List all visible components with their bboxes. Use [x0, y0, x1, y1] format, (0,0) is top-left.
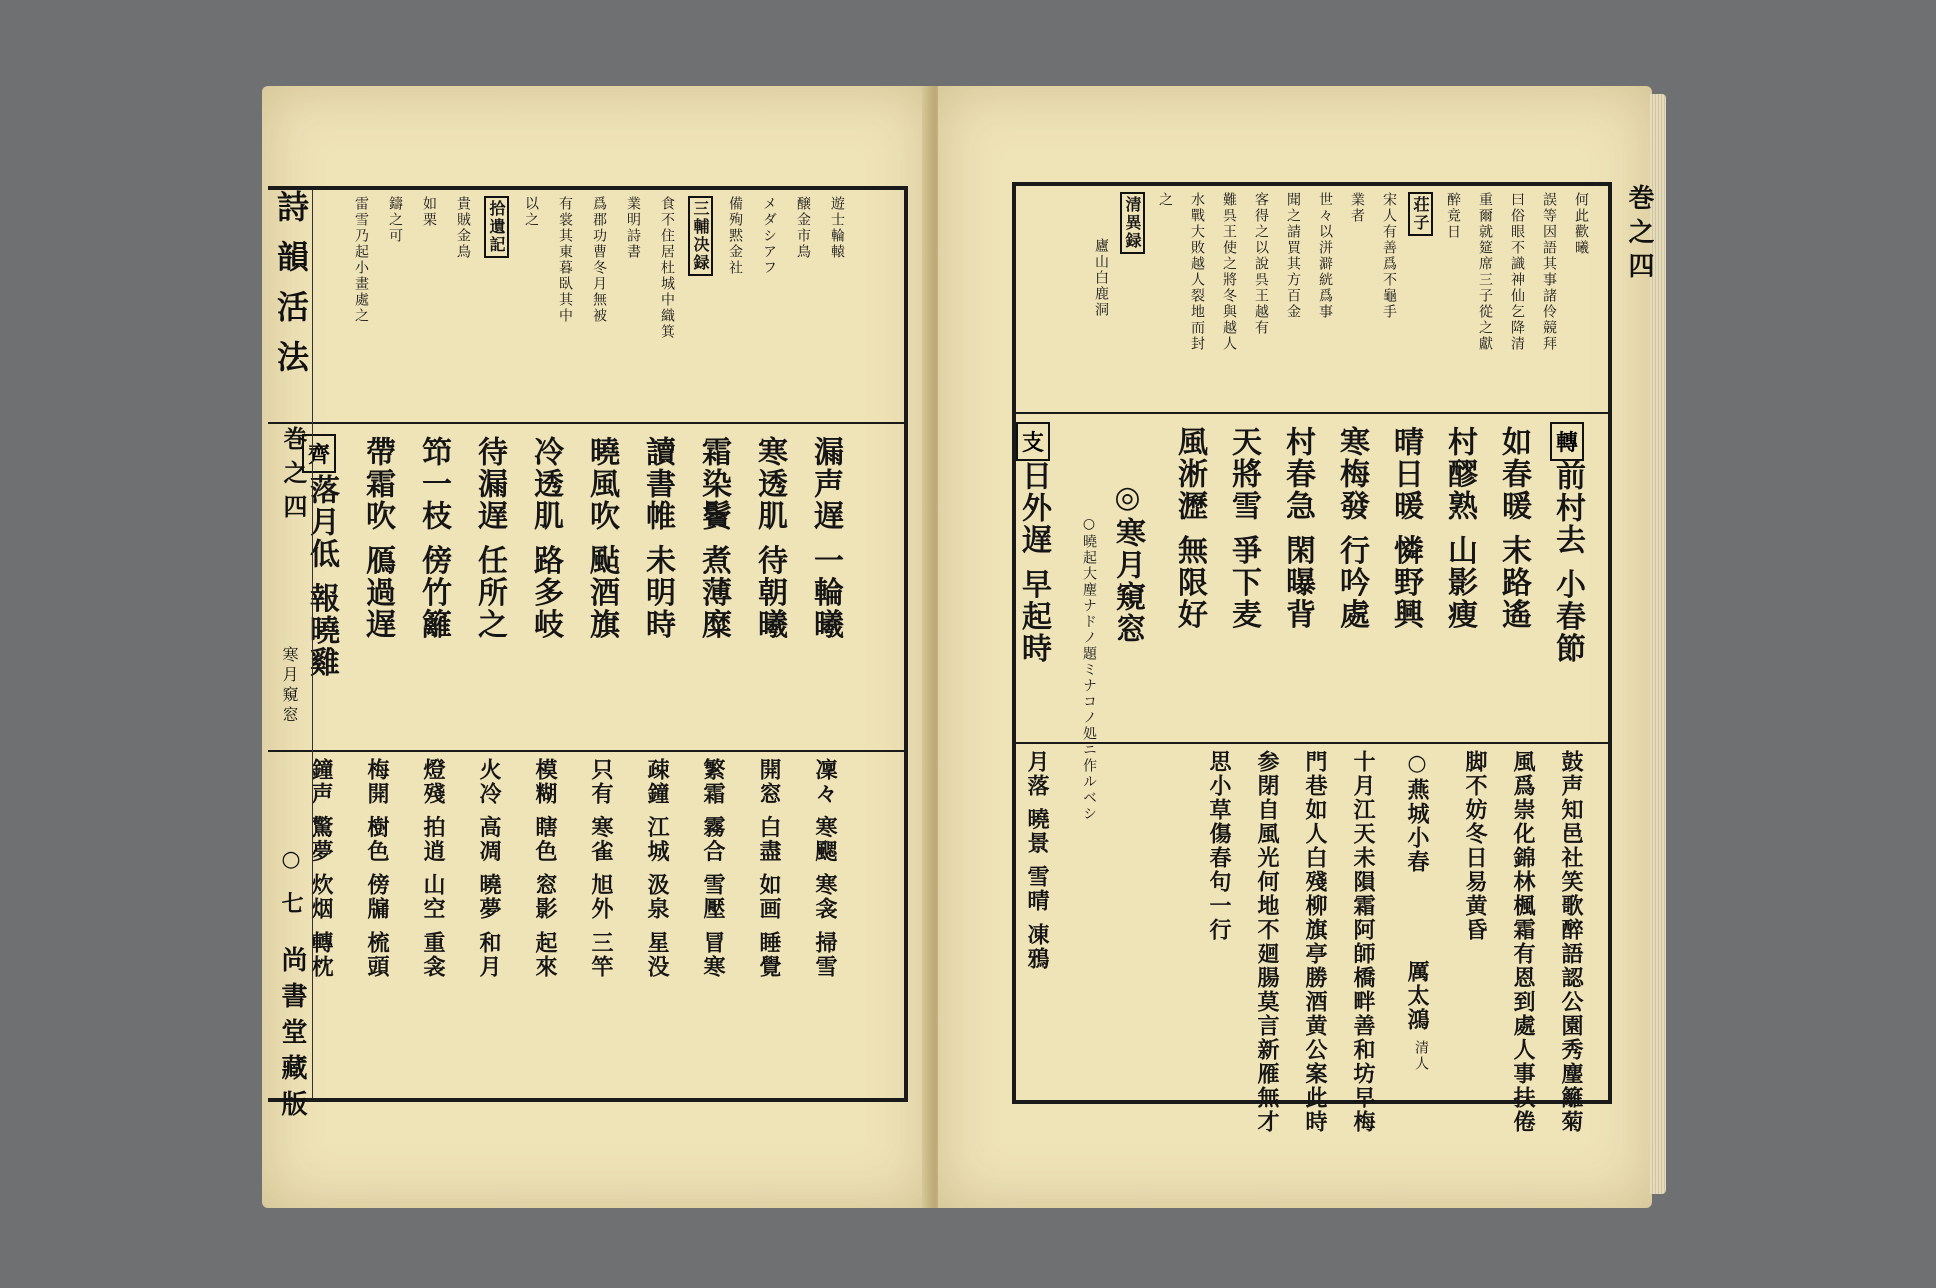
text-column: 遊士輪轅 [829, 196, 845, 260]
word-column: 開窓 白盡 如画 睡覺 [756, 758, 782, 979]
phrase-column: 村春急 閑曝背 [1280, 426, 1315, 631]
word-column: 火冷 高凋 曉夢 和月 [476, 758, 502, 979]
word-column: 繁霜 霧合 雪壓 冒寒 [700, 758, 726, 979]
word-column: 模糊 瞎色 窓影 起來 [532, 758, 558, 979]
phrase-column: 讀書帷 未明時 [640, 436, 675, 641]
text-column: 爲郡功曹冬月無被 [591, 196, 607, 324]
word-column: 只有 寒雀 旭外 三竿 [588, 758, 614, 979]
phrase-column: 寒梅發 行吟處 [1334, 426, 1369, 631]
upper-band-divider [268, 422, 904, 424]
text-column: 鑄之可 [387, 196, 403, 244]
text-column: 如栗 [421, 196, 437, 228]
text-column: メダシアフ [761, 196, 777, 276]
text-column [1124, 192, 1140, 408]
phrase-column: 冷透肌 路多岐 [528, 436, 563, 641]
verse-column: 月落 曉景 雪晴 凍鴉 [1024, 750, 1050, 971]
right-page-frame [1012, 182, 1612, 1134]
poet-name: 厲太鴻 [1404, 960, 1430, 1032]
text-column: 備殉黙金社 [727, 196, 743, 276]
word-column: 燈殘 拍逍 山空 重衾 [420, 758, 446, 979]
word-column: 梅開 樹色 傍牖 梳頭 [364, 758, 390, 979]
word-column: 凜々 寒颸 寒衾 掃雪 [812, 758, 838, 979]
section-label: 寒月窺窓 [280, 646, 299, 726]
phrase-column: 村醪熟 山影瘦 [1442, 426, 1477, 631]
text-column [1412, 192, 1428, 408]
left-upper-text [268, 196, 844, 418]
phrase-column: 如春暖 末路遙 [1496, 426, 1531, 631]
left-page [262, 86, 930, 1208]
phrase-column: 日外遅 早起時 [1016, 460, 1051, 665]
text-column: 雷雪乃起小畫處之 [353, 196, 369, 324]
text-column: 有裳其東暮臥其中 [557, 196, 573, 324]
phrase-column: 笻一枝 傍竹籬 [416, 436, 451, 641]
left-lower-text [268, 758, 844, 1098]
lower-band-divider [268, 750, 904, 752]
text-column: 重爾就筵席三子從之獻 [1477, 192, 1493, 352]
text-column: 業者 [1349, 192, 1365, 224]
text-column: 曰俗眼不識神仙乞降清 [1509, 192, 1525, 352]
poet-note: 清人 [1413, 1040, 1429, 1072]
phrase-column: 晴日暖 憐野興 [1388, 426, 1423, 631]
text-column: 誤等因語其事諸伶競拜 [1541, 192, 1557, 352]
publisher-mark: 尚書堂藏版 [277, 946, 307, 1126]
text-column: 貴賊金鳥 [455, 196, 471, 260]
text-column: 客得之以說呉王越有 [1253, 192, 1269, 336]
text-column: 水戰大敗越人裂地而封 [1189, 192, 1205, 352]
right-lower-text [1016, 750, 1588, 1134]
verse-column: 十月江天未隕霜阿師橋畔善和坊早梅 [1350, 750, 1376, 1134]
phrase-column: 前村去 小春節 [1550, 460, 1585, 665]
phrase-column: 霜染鬢 煮薄糜 [696, 436, 731, 641]
verse-column: 思小草傷春句一行 [1206, 750, 1232, 942]
text-column: 聞之請買其方百金 [1285, 192, 1301, 320]
phrase-column: 落月低 報曉雞 [304, 474, 339, 679]
volume-label: 巻之四 [279, 426, 308, 528]
page-number: ○ 七 [278, 846, 304, 920]
note-column: ○曉起大麈ナドノ題ミナコノ処ニ作ルベシ [1081, 516, 1097, 822]
text-column: 何此歡曦 [1573, 192, 1589, 256]
volume-label: 巻之四 [1624, 184, 1654, 286]
source-label: 三輔决録 [688, 196, 713, 276]
text-column: 世々以洴澼絖爲事 [1317, 192, 1333, 320]
upper-band-divider [1016, 412, 1608, 414]
phrase-column: 寒透肌 待朝曦 [752, 436, 787, 641]
source-label: 清異録 [1120, 192, 1145, 254]
verse-column: ○燕城小春 [1404, 750, 1430, 874]
verse-column: 脚不妨冬日易黄昏 [1462, 750, 1488, 942]
text-column [692, 196, 708, 418]
text-column: 業明詩書 [625, 196, 641, 260]
verse-column: 鼓声知邑社笑歌醉語認公園秀麈籬菊 [1558, 750, 1584, 1134]
phrase-column: 帶霜吹 鴈過遅 [360, 436, 395, 641]
text-column: 食不住居杜城中織箕 [659, 196, 675, 340]
text-column: 廬山白鹿洞 [1093, 238, 1109, 318]
phrase-column: 曉風吹 颭酒旗 [584, 436, 619, 641]
rhyme-label-qi: 齊 [302, 434, 336, 473]
lower-band-divider [1016, 742, 1608, 744]
right-page [938, 86, 1652, 1208]
phrase-column: 天將雪 爭下麦 [1226, 426, 1261, 631]
text-column: 醸金市鳥 [795, 196, 811, 260]
verse-column: 参閉自風光何地不廻腸莫言新雁無才 [1254, 750, 1280, 1134]
phrase-column: ◎寒月窺窓 [1110, 480, 1145, 645]
book-title: 詩韻活法 [272, 190, 310, 390]
phrase-column: 待漏遅 任所之 [472, 436, 507, 641]
phrase-column: 漏声遅 一輪曦 [808, 436, 843, 641]
text-column: 以之 [523, 196, 539, 228]
text-column: 醉竟日 [1445, 192, 1461, 240]
rhyme-label-zhi: 支 [1016, 422, 1050, 461]
phrase-column: 風淅瀝 無限好 [1172, 426, 1207, 631]
verse-column: 門巷如人白殘柳旗亭勝酒黄公案此時 [1302, 750, 1328, 1134]
word-column: 鐘声 驚夢 炊烟 轉枕 [308, 758, 334, 979]
left-page-frame [268, 186, 908, 1102]
text-column [488, 196, 504, 418]
open-book [262, 86, 1652, 1208]
right-upper-text [1016, 192, 1588, 408]
source-label: 拾遺記 [484, 196, 509, 258]
left-mid-text [268, 430, 844, 744]
word-column: 疎鐘 江城 汲泉 星没 [644, 758, 670, 979]
verse-column: 風爲崇化錦林楓霜有恩到處人事扶倦 [1510, 750, 1536, 1134]
source-label: 荘子 [1408, 192, 1433, 236]
rhyme-label-zhuan: 轉 [1550, 422, 1584, 461]
text-column: 之 [1157, 192, 1173, 208]
text-column: 宋人有善爲不龜手 [1381, 192, 1397, 320]
text-column: 難呉王使之將冬與越人 [1221, 192, 1237, 352]
